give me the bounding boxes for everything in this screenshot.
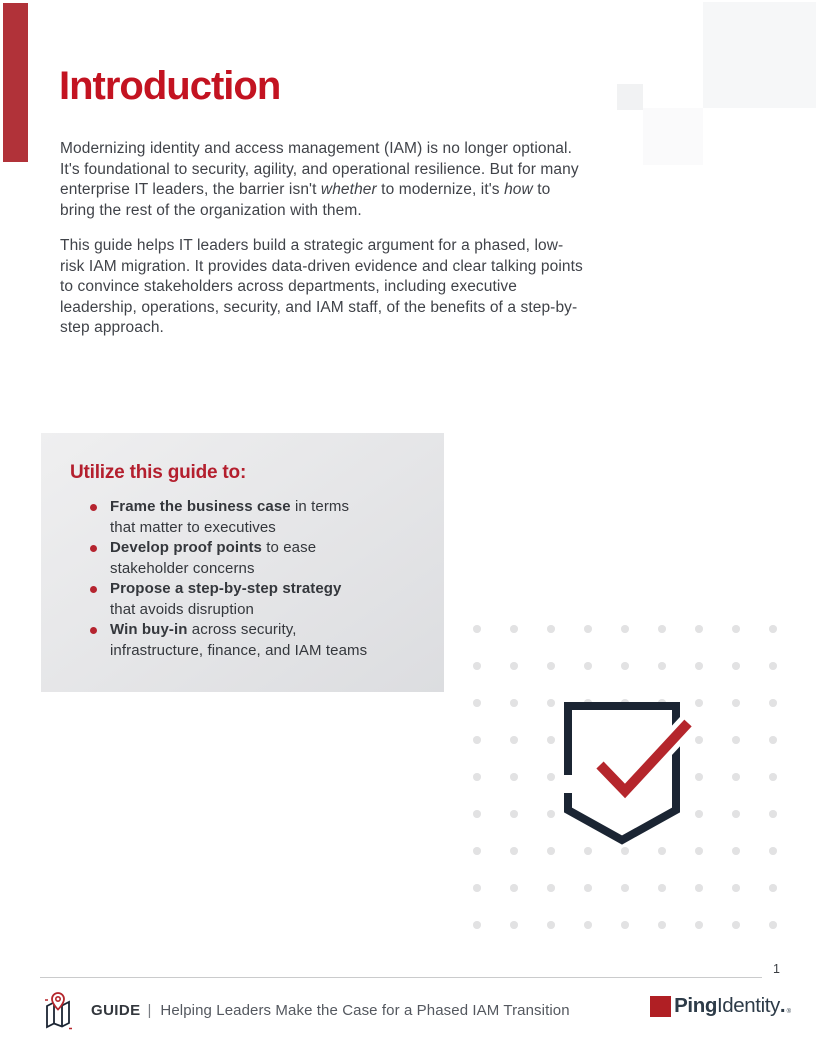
intro-paragraphs bbox=[60, 139, 587, 354]
footer-divider bbox=[40, 977, 762, 978]
footer-doc-title: Helping Leaders Make the Case for a Phased IAM Transition bbox=[160, 1001, 570, 1019]
body-paragraph: Modernizing identity and access management (IAM) is no longer optional. It's foundational to security, agility, and operational resilience. But for many enterprise IT leaders, the barrier isn't whether to modernize, it's how to bring the rest of the organization with them. bbox=[60, 140, 579, 219]
body-paragraph: This guide helps IT leaders build a strategic argument for a phased, low-risk IAM migration. It provides data-driven evidence and clear talking points to convince stakeholders across departments, including executive leadership, operations, security, and IAM staff, of the benefits of a step-by-step approach. bbox=[60, 237, 583, 336]
guide-box-title: Utilize this guide to: bbox=[70, 462, 247, 483]
logo-period: . bbox=[779, 994, 786, 1017]
guide-bullet-item: Develop proof points to ease stakeholder concerns bbox=[110, 538, 444, 579]
logo-mark bbox=[650, 996, 671, 1017]
decor-square-small bbox=[617, 84, 643, 110]
footer-doc-type: GUIDE bbox=[91, 1001, 141, 1019]
footer bbox=[43, 990, 570, 1030]
shield-checkmark-icon bbox=[558, 698, 708, 848]
ping-identity-logo bbox=[650, 994, 791, 1018]
guide-box bbox=[41, 433, 444, 692]
guide-bullet-item: Frame the business case in terms that matter to executives bbox=[110, 497, 444, 538]
accent-bar bbox=[3, 3, 28, 162]
guide-bullet-item: Propose a step-by-step strategy that avoids disruption bbox=[110, 579, 444, 620]
decor-square-medium bbox=[643, 108, 703, 165]
guide-box-list bbox=[41, 497, 444, 661]
page-number: 1 bbox=[773, 962, 780, 976]
map-location-icon bbox=[43, 990, 74, 1030]
decor-square-large bbox=[703, 2, 816, 108]
logo-text-ping: Ping bbox=[674, 994, 717, 1017]
page-title: Introduction bbox=[59, 64, 281, 108]
guide-bullet-item: Win buy-in across security, infrastructure, finance, and IAM teams bbox=[110, 620, 444, 661]
logo-text-identity: Identity bbox=[716, 994, 780, 1017]
registered-mark: ® bbox=[786, 1009, 791, 1015]
footer-separator: | bbox=[147, 1001, 152, 1019]
